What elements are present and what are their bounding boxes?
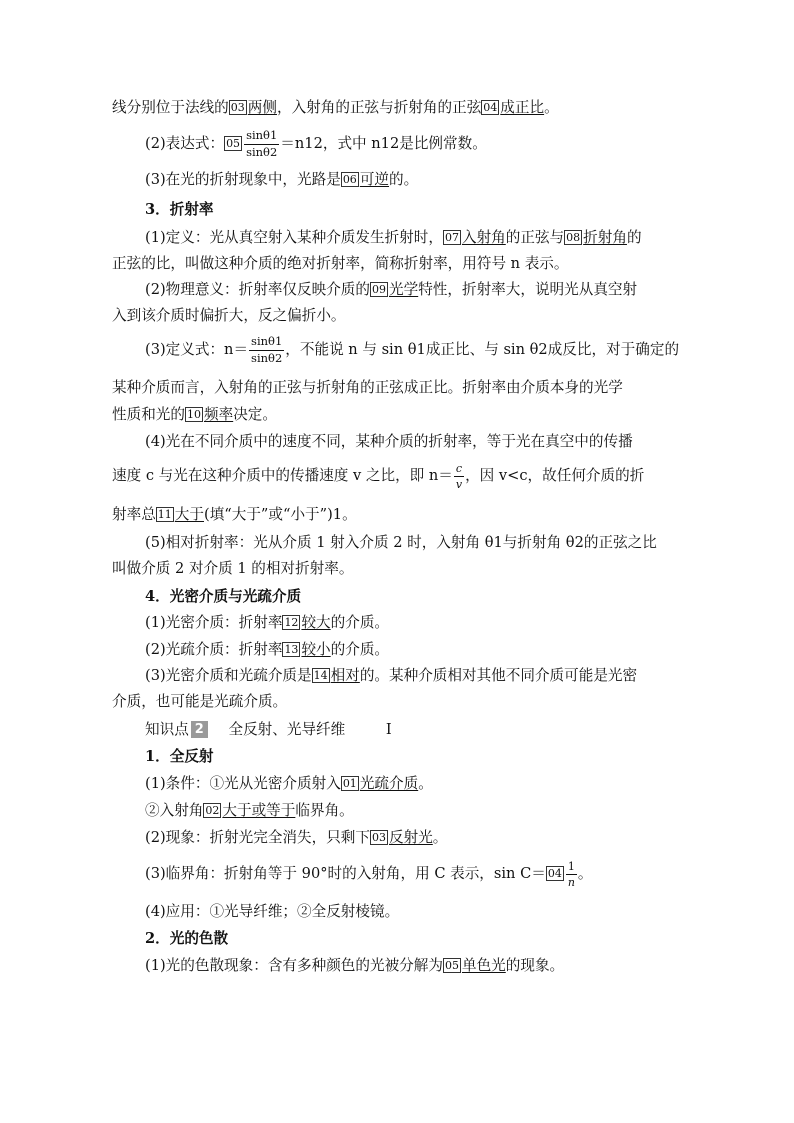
text-line: (3)临界角：折射角等于 90°时的入射角，用 C 表示，sin C＝ 04 $\frac{1}{n}$ 。: [145, 859, 593, 889]
text-line: (3)在光的折射现象中，光路是 06 可逆的。: [145, 171, 419, 188]
text-line: (1)光密介质：折射率 12 较大的介质。: [145, 614, 390, 631]
answer: 可逆: [359, 171, 390, 188]
answer: 大于或等于: [222, 802, 296, 819]
text-line: (3)定义式：n＝ $\frac{\sin\theta 1}{\sin\theta 2}$ ，不能说 n 与 sin θ1成正比、与 sin θ2成反比，对于确定的: [145, 334, 680, 365]
fraction: $\frac{\sin\theta 1}{\sin\theta 2}$: [246, 128, 278, 159]
text-line: (3)光密介质和光疏介质是 14 相对的。某种介质相对其他不同介质可能是光密: [145, 667, 638, 684]
section-heading: 2．光的色散: [145, 930, 229, 947]
answer: 两侧: [247, 99, 277, 116]
knowledge-point-badge: 2: [191, 721, 208, 738]
section-heading: 1．全反射: [145, 748, 214, 765]
text-line: 介质，也可能是光疏介质。: [112, 693, 288, 710]
text-line: (1)光的色散现象：含有多种颜色的光被分解为 05 单色光的现象。: [145, 957, 565, 974]
blank-number: 05: [444, 959, 459, 972]
blank-number: 04: [547, 867, 562, 880]
text-line: 叫做介质 2 对介质 1 的相对折射率。: [112, 560, 354, 577]
answer: 单色光: [461, 957, 506, 974]
text-line: (4)应用：①光导纤维；②全反射棱镜。: [145, 903, 400, 920]
blank-number: 03: [372, 831, 386, 844]
fraction: $\frac{\sin\theta 1}{\sin\theta 2}$: [251, 334, 283, 365]
blank-number: 01: [342, 777, 357, 790]
text-line: 射率总 11 大于(填“大于”或“小于”)1。: [112, 506, 357, 523]
blank-number: 12: [284, 616, 299, 629]
blank-number: 08: [566, 231, 581, 244]
blank-number: 04: [483, 101, 498, 114]
blank-number: 06: [342, 173, 357, 186]
section-heading: 4．光密介质与光疏介质: [145, 588, 302, 605]
blank-number: 11: [157, 508, 172, 521]
answer: 反射光: [389, 829, 433, 846]
fraction: $\frac{1}{n}$: [567, 859, 575, 889]
blank-number: 03: [230, 101, 245, 114]
fraction: $\frac{c}{v}$: [455, 461, 463, 491]
text-line: (5)相对折射率：光从介质 1 射入介质 2 时，入射角 θ1与折射角 θ2的正弦之比: [145, 534, 657, 551]
answer: 较小: [301, 641, 331, 658]
answer: 较大: [301, 614, 331, 631]
blank-number: 09: [372, 283, 386, 296]
blank-number: 10: [186, 408, 201, 421]
blank-number: 02: [205, 804, 220, 817]
text-line: ②入射角 02 大于或等于临界角。: [145, 802, 354, 819]
text-line: (2)光疏介质：折射率 13 较小的介质。: [145, 641, 390, 658]
text-line: 入到该介质时偏折大，反之偏折小。: [112, 307, 346, 324]
answer: 光学: [389, 281, 419, 298]
text-line: (2)物理意义：折射率仅反映介质的 09 光学特性，折射率大，说明光从真空射: [145, 281, 638, 298]
blank-number: 13: [284, 643, 299, 656]
answer: 大于: [174, 506, 204, 523]
blank-number: 14: [313, 669, 328, 682]
answer: 光疏介质: [359, 775, 419, 792]
blank-number: 07: [444, 231, 459, 244]
knowledge-point-header: 知识点 2 全反射、光导纤维 Ⅰ: [145, 721, 392, 738]
answer: 相对: [330, 667, 360, 684]
text-line: 某种介质而言，入射角的正弦与折射角的正弦成正比。折射率由介质本身的光学: [112, 379, 623, 396]
text-line: (1)条件：①光从光密介质射入 01 光疏介质。: [145, 775, 433, 792]
text-line: (4)光在不同介质中的速度不同，某种介质的折射率，等于光在真空中的传播: [145, 433, 633, 450]
level-mark: Ⅰ: [385, 721, 392, 738]
answer: 入射角: [461, 229, 506, 246]
text-line: 速度 c 与光在这种介质中的传播速度 v 之比，即 n＝ $\frac{c}{v}$ ，因 v<c，故任何介质的折: [112, 461, 645, 491]
blank-number: 05: [226, 137, 241, 150]
section-heading: 3．折射率: [145, 201, 214, 218]
answer: 成正比: [500, 99, 545, 116]
text-line: (1)定义：光从真空射入某种介质发生折射时， 07 入射角的正弦与 08 折射角的: [145, 229, 642, 246]
text-line: (2)表达式： 05 $\frac{\sin\theta 1}{\sin\theta 2}$ ＝n12，式中 n12是比例常数。: [145, 128, 487, 159]
answer: 折射角: [583, 229, 627, 246]
text-line: 正弦的比，叫做这种介质的绝对折射率，简称折射率，用符号 n 表示。: [112, 255, 569, 272]
answer: 频率: [203, 406, 234, 423]
knowledge-point-title: 全反射、光导纤维: [228, 721, 346, 738]
text-line: 性质和光的 10 频率决定。: [112, 406, 277, 423]
text-line: (2)现象：折射光完全消失，只剩下 03 反射光。: [145, 829, 448, 846]
text-line: 线分别位于法线的 03 两侧，入射角的正弦与折射角的正弦 04 成正比。: [112, 99, 559, 116]
